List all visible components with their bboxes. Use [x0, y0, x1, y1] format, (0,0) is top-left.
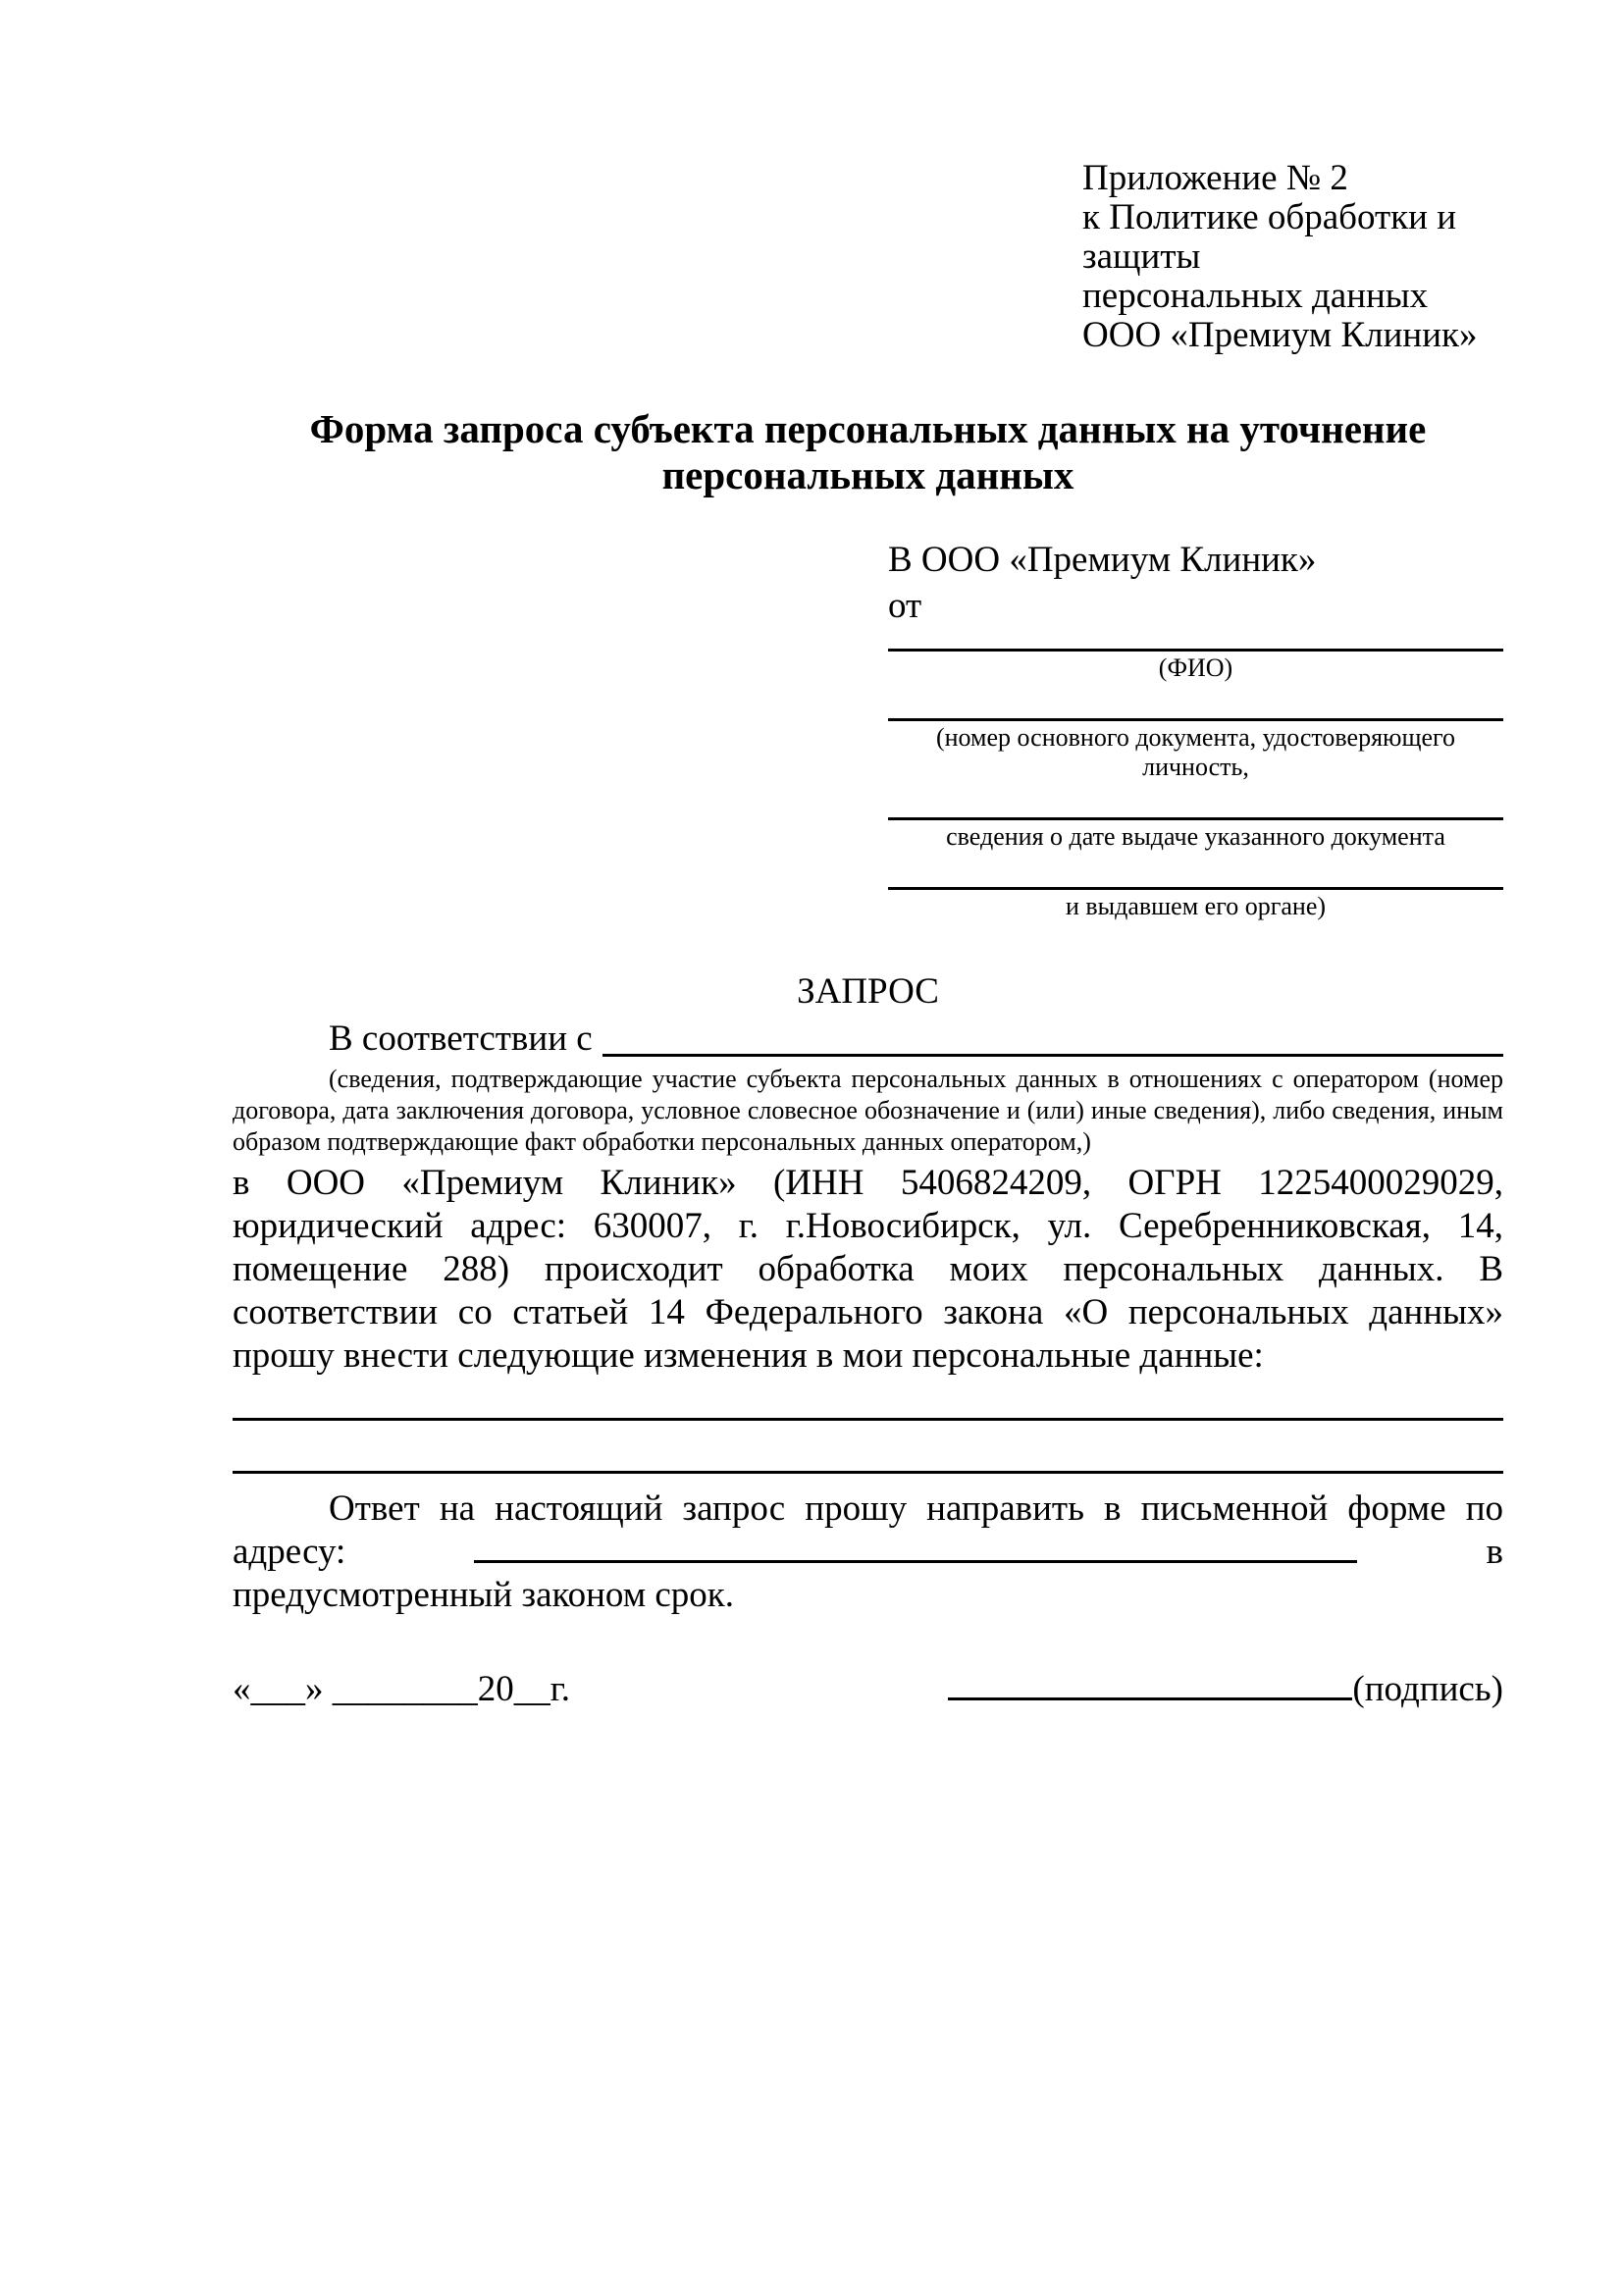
basis-blank-line	[602, 1054, 1503, 1057]
reply-paragraph	[233, 1487, 1503, 1617]
document-title: Форма запроса субъекта персональных данных на уточнение персональных данных	[309, 406, 1427, 497]
fio-caption: (ФИО)	[1158, 653, 1233, 682]
appendix-line-1: Приложение № 2	[1082, 158, 1348, 198]
document-number-field	[888, 718, 1503, 782]
issuing-authority-caption: и выдавшем его органе)	[1065, 892, 1327, 920]
appendix-line-2: к Политике обработки и защиты	[1082, 197, 1457, 277]
appendix-block	[1082, 159, 1503, 355]
issue-date-field	[888, 817, 1503, 852]
request-body-paragraph: в ООО «Премиум Клиник» (ИНН 5406824209, ОГРН 1225400029029, юридический адрес: 630007, г. г.Новосибирск, ул. Серебренниковская, 14, помещение 288) происходит обработка моих персональных данных. В соответствии со статьей 14 Федерального закона «О персональных данных» прошу внести следующие изменения в мои персональные данные:	[233, 1162, 1503, 1376]
changes-blank-line-1	[233, 1378, 1503, 1421]
basis-label: В соответствии с	[329, 1018, 593, 1060]
addressee-block	[888, 537, 1503, 921]
document-number-caption: (номер основного документа, удостоверяющего личность,	[935, 723, 1456, 781]
issuing-authority-field	[888, 887, 1503, 921]
reply-address-blank-line	[474, 1534, 1357, 1563]
reply-text-after-blank: в предусмотренный законом срок.	[233, 1531, 1503, 1615]
appendix-line-3: персональных данных	[1082, 276, 1429, 316]
request-heading: ЗАПРОС	[797, 971, 939, 1012]
fio-field	[888, 649, 1503, 683]
signature-area	[948, 1668, 1503, 1711]
addressee-from-label: от	[888, 586, 922, 626]
appendix-line-4: ООО «Премиум Клиник»	[1082, 315, 1478, 355]
signature-blank-line	[948, 1671, 1352, 1700]
reply-text-before-blank: Ответ на настоящий запрос прошу направить в письменной форме по адресу:	[233, 1487, 1503, 1572]
addressee-to: В ООО «Премиум Клиник»	[888, 540, 1317, 580]
signature-date-line: «___» ________20__г.	[233, 1668, 571, 1709]
issue-date-caption: сведения о дате выдаче указанного документа	[946, 822, 1445, 851]
signature-row	[233, 1668, 1503, 1711]
changes-blank-line-2	[233, 1431, 1503, 1474]
signature-label: (подпись)	[1352, 1668, 1503, 1709]
basis-fine-print: (сведения, подтверждающие участие субъекта персональных данных в отношениях с оператором (номер договора, дата заключения договора, условное словесное обозначение и (или) иные сведения), либо сведения, иным образом подтверждающие факт обработки персональных данных оператором,)	[233, 1064, 1503, 1156]
basis-row	[233, 1018, 1503, 1061]
